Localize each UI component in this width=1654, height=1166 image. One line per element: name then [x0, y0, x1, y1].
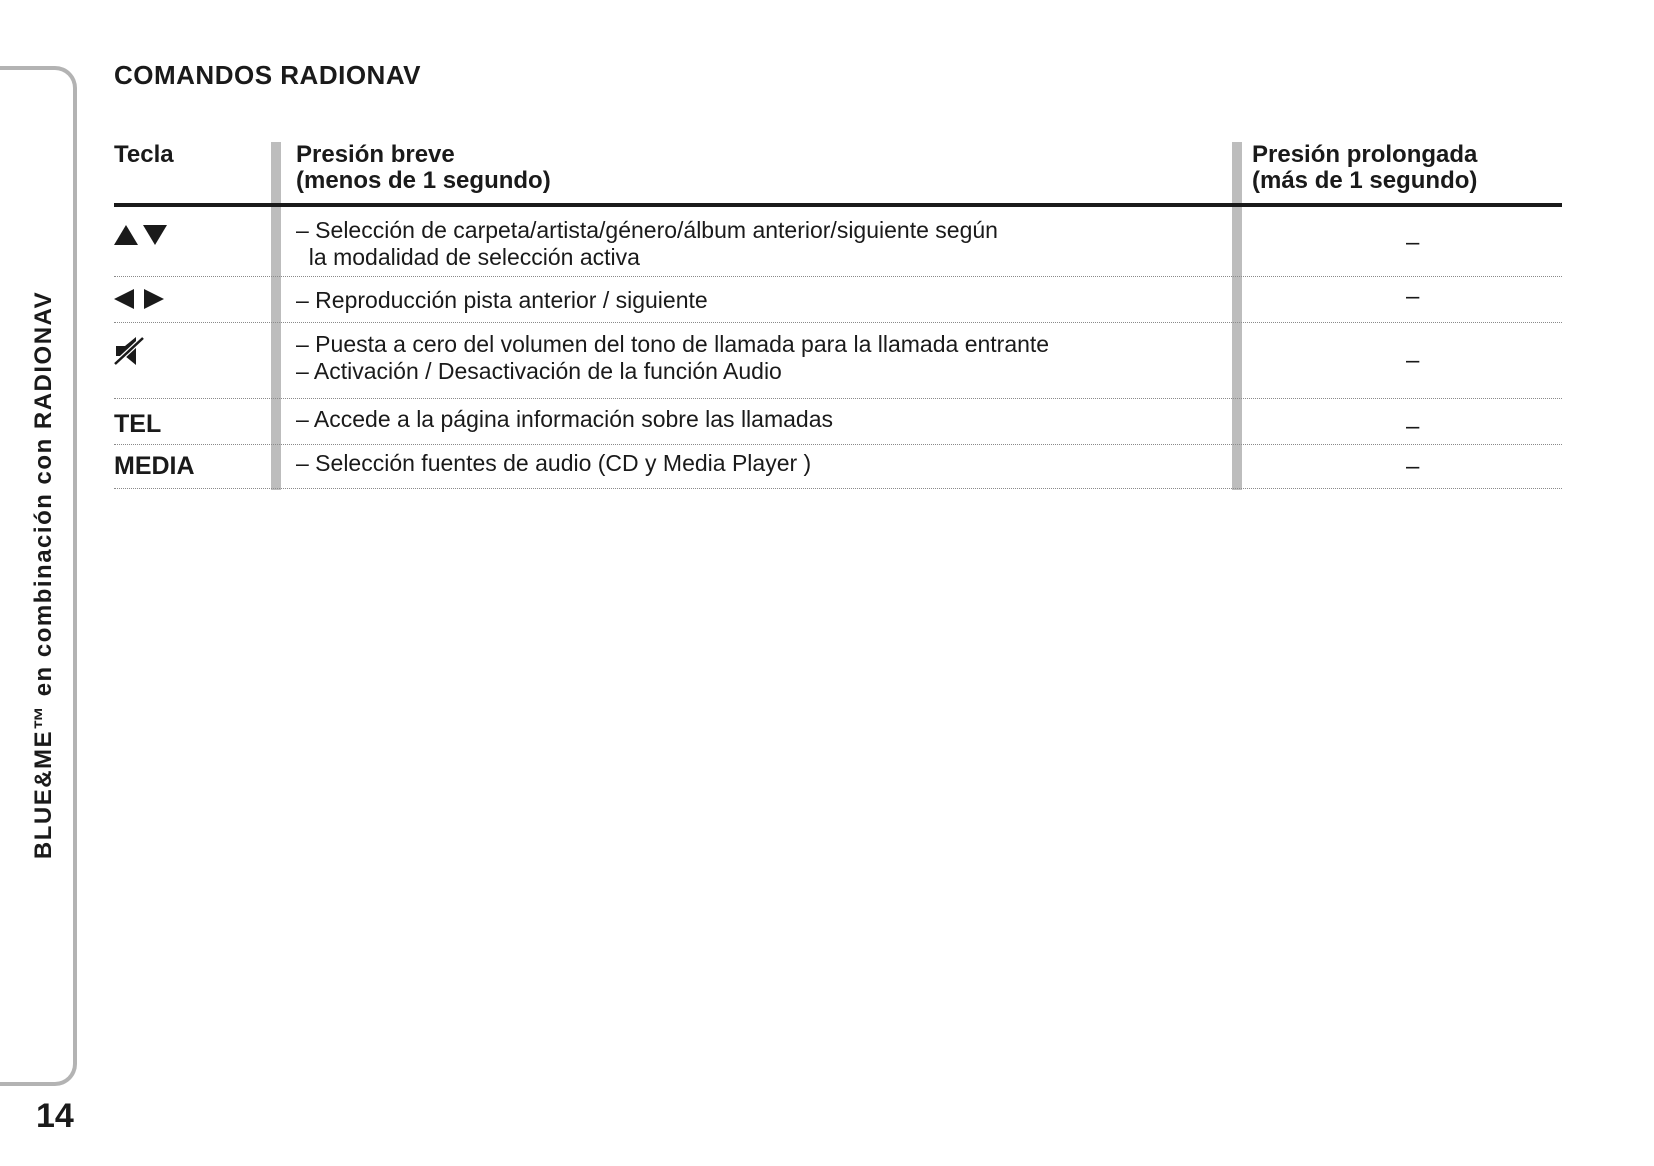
key-label: MEDIA: [114, 452, 195, 480]
short-press-text: – Reproducción pista anterior / siguiente: [296, 287, 708, 313]
section-title: COMANDOS RADIONAV: [114, 60, 422, 90]
sidebar-title: BLUE&ME™ en combinación con RADIONAV: [30, 290, 57, 860]
header-key: Tecla: [114, 141, 174, 168]
long-press-text: –: [1406, 347, 1420, 374]
short-press-text: – Selección de carpeta/artista/género/álbum anterior/siguiente según la modalidad de selección activa: [296, 217, 998, 270]
header-long-press: Presión prolongada (más de 1 segundo): [1252, 141, 1478, 194]
table-row: [114, 277, 1562, 323]
long-press-text: –: [1406, 413, 1420, 440]
table-row: [114, 399, 1562, 445]
key-label: TEL: [114, 410, 162, 438]
page-number: 14: [36, 1097, 74, 1135]
short-press-text: – Accede a la página información sobre las llamadas: [296, 406, 833, 432]
table-row: [114, 207, 1562, 277]
table-header: [114, 140, 1562, 207]
short-press-text: – Selección fuentes de audio (CD y Media Player ): [296, 450, 812, 476]
mute-icon: [114, 335, 146, 367]
long-press-text: –: [1406, 453, 1420, 480]
long-press-text: –: [1406, 229, 1420, 256]
table-row: [114, 445, 1562, 489]
long-press-text: –: [1406, 283, 1420, 310]
left-right-arrows-icon: [114, 288, 166, 310]
short-press-text: – Puesta a cero del volumen del tono de llamada para la llamada entrante – Activación / Desactivación de la función Audio: [296, 331, 1050, 384]
commands-table: [114, 140, 1562, 489]
up-down-arrows-icon: [114, 223, 170, 247]
table-row: [114, 323, 1562, 399]
header-short-press: Presión breve (menos de 1 segundo): [296, 141, 551, 194]
